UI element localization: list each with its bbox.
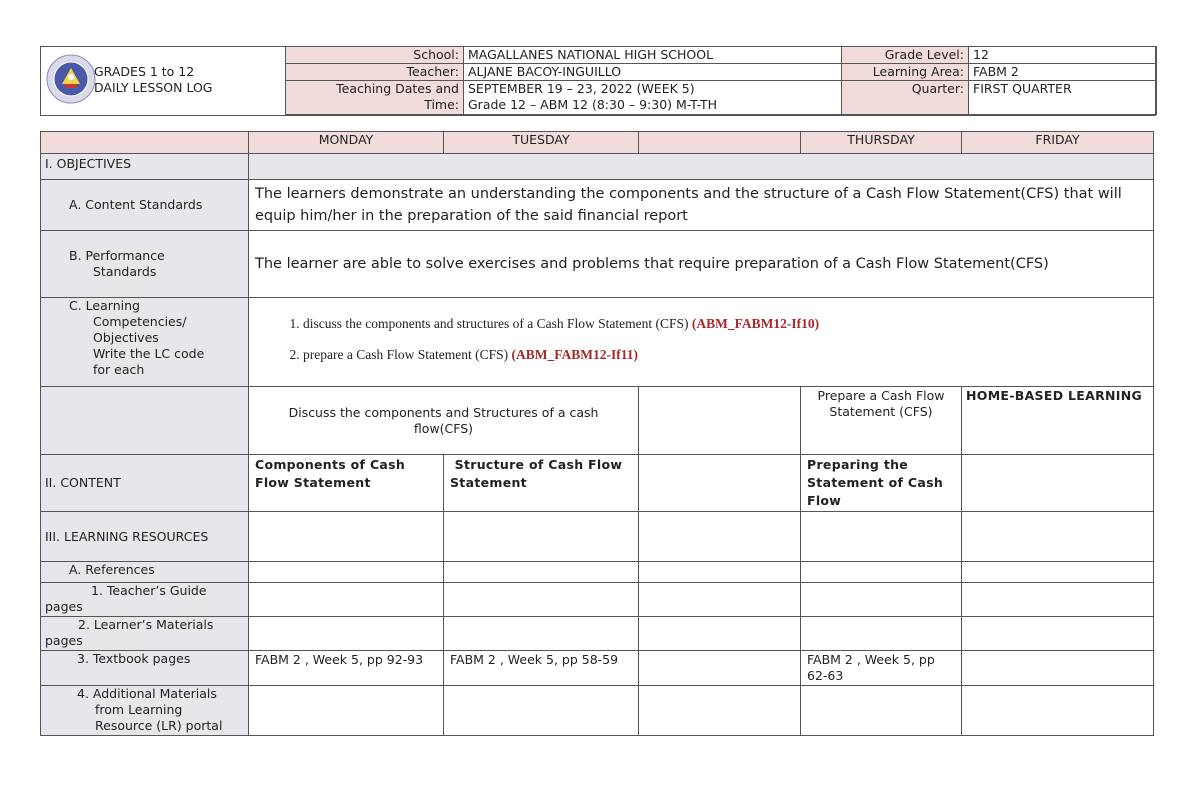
tg-thu: [801, 583, 962, 617]
wed-objective: [639, 387, 801, 455]
references-mon: [249, 562, 444, 583]
tg-wed: [639, 583, 801, 617]
competencies-label: [41, 298, 249, 387]
daily-objectives-row: [41, 387, 1154, 455]
objectives-label: I. OBJECTIVES: [41, 154, 249, 180]
references-thu: [801, 562, 962, 583]
tg-mon: [249, 583, 444, 617]
am-mon: [249, 686, 444, 736]
content-row: [41, 455, 1154, 512]
references-wed: [639, 562, 801, 583]
grade-level-value: 12: [969, 47, 1157, 64]
competency-item-2: [303, 347, 1149, 363]
performance-label-line1: B. Performance: [69, 248, 165, 263]
title-line-2: DAILY LESSON LOG: [94, 80, 213, 95]
learners-materials-label: 2. Learner’s Materials pages: [41, 617, 249, 651]
tg-tue: [444, 583, 639, 617]
teaching-dates-value: [464, 81, 842, 115]
content-wednesday: [639, 455, 801, 512]
competency-item-1: [303, 316, 1149, 332]
teacher-label: Teacher:: [286, 64, 464, 81]
competencies-list: [249, 298, 1154, 387]
quarter-label: Quarter:: [842, 81, 969, 115]
quarter-value: FIRST QUARTER: [969, 81, 1157, 115]
title-line-1: GRADES 1 to 12: [94, 64, 195, 79]
performance-standards-row: [41, 231, 1154, 298]
textbook-row: [41, 651, 1154, 686]
day-wednesday: [639, 132, 801, 154]
day-tuesday: TUESDAY: [444, 132, 639, 154]
lc-label-line3: Objectives: [93, 330, 159, 345]
objectives-row: [41, 154, 1154, 180]
am-tue: [444, 686, 639, 736]
lm-wed: [639, 617, 801, 651]
am-label-line3: Resource (LR) portal: [95, 718, 223, 733]
header-info-table: [285, 46, 1157, 115]
document-title: [94, 64, 213, 96]
mon-tue-objective: Discuss the components and Structures of a cash flow(CFS): [249, 387, 639, 455]
content-standards-row: [41, 180, 1154, 231]
am-label-line2: from Learning: [95, 702, 183, 717]
teaching-dates-line2: Grade 12 – ABM 12 (8:30 – 9:30) M-T-TH: [468, 97, 718, 112]
resources-label: III. LEARNING RESOURCES: [41, 512, 249, 562]
am-label-line1: 4. Additional Materials: [77, 686, 217, 701]
content-label: II. CONTENT: [41, 455, 249, 512]
additional-materials-row: [41, 686, 1154, 736]
lc-label-line1: C. Learning: [69, 298, 140, 313]
learners-materials-row: [41, 617, 1154, 651]
deped-seal-icon: [46, 54, 96, 104]
teaching-dates-label-line1: Teaching Dates and: [336, 81, 459, 96]
resources-mon: [249, 512, 444, 562]
teachers-guide-label: 1. Teacher’s Guide pages: [41, 583, 249, 617]
am-thu: [801, 686, 962, 736]
resources-thu: [801, 512, 962, 562]
competency-1-code: (ABM_FABM12-If10): [691, 316, 820, 331]
lc-label-line2: Competencies/: [93, 314, 187, 329]
content-thursday: Preparing the Statement of Cash Flow: [801, 455, 962, 512]
am-wed: [639, 686, 801, 736]
references-label: A. References: [41, 562, 249, 583]
corner-cell: [41, 132, 249, 154]
tg-fri: [962, 583, 1154, 617]
school-label: School:: [286, 47, 464, 64]
teaching-dates-label-line2: Time:: [424, 97, 459, 112]
lc-label-line5: for each: [93, 362, 145, 377]
school-value: MAGALLANES NATIONAL HIGH SCHOOL: [464, 47, 842, 64]
daily-objectives-label: [41, 387, 249, 455]
textbook-thu: FABM 2 , Week 5, pp 62-63: [801, 651, 962, 686]
grade-level-label: Grade Level:: [842, 47, 969, 64]
teaching-dates-line1: SEPTEMBER 19 – 23, 2022 (WEEK 5): [468, 81, 695, 96]
day-header-row: [41, 132, 1154, 154]
performance-standards-label: [41, 231, 249, 298]
references-row: [41, 562, 1154, 583]
lm-tue: [444, 617, 639, 651]
day-friday: FRIDAY: [962, 132, 1154, 154]
textbook-tue: FABM 2 , Week 5, pp 58-59: [444, 651, 639, 686]
performance-label-line2: Standards: [93, 264, 157, 279]
day-thursday: THURSDAY: [801, 132, 962, 154]
lm-fri: [962, 617, 1154, 651]
competency-2-code: (ABM_FABM12-If11): [511, 347, 638, 362]
lesson-log-table: [40, 131, 1154, 736]
references-fri: [962, 562, 1154, 583]
content-tuesday: Structure of Cash Flow Statement: [444, 455, 639, 512]
references-tue: [444, 562, 639, 583]
textbook-wed: [639, 651, 801, 686]
learning-area-label: Learning Area:: [842, 64, 969, 81]
thu-objective: Prepare a Cash Flow Statement (CFS): [801, 387, 962, 455]
competencies-row: [41, 298, 1154, 387]
resources-tue: [444, 512, 639, 562]
content-standards-label: A. Content Standards: [41, 180, 249, 231]
performance-standards-text: The learner are able to solve exercises and problems that require preparation of a Cash Flow Statement(CFS): [249, 231, 1154, 298]
resources-fri: [962, 512, 1154, 562]
resources-wed: [639, 512, 801, 562]
competency-2-text: prepare a Cash Flow Statement (CFS): [303, 347, 512, 362]
content-monday: Components of Cash Flow Statement: [249, 455, 444, 512]
textbook-mon: FABM 2 , Week 5, pp 92-93: [249, 651, 444, 686]
lc-label-line4: Write the LC code: [93, 346, 205, 361]
content-friday: [962, 455, 1154, 512]
lm-thu: [801, 617, 962, 651]
day-monday: MONDAY: [249, 132, 444, 154]
teaching-dates-label: [286, 81, 464, 115]
textbook-label: 3. Textbook pages: [41, 651, 249, 686]
learning-area-value: FABM 2: [969, 64, 1157, 81]
objectives-blank: [249, 154, 1154, 180]
am-fri: [962, 686, 1154, 736]
lm-mon: [249, 617, 444, 651]
competency-1-text: discuss the components and structures of a Cash Flow Statement (CFS): [303, 316, 692, 331]
resources-row: [41, 512, 1154, 562]
additional-materials-label: [41, 686, 249, 736]
content-standards-text: The learners demonstrate an understanding the components and the structure of a Cash Flow Statement(CFS) that will equip him/her in the preparation of the said financial report: [249, 180, 1154, 231]
fri-objective: HOME-BASED LEARNING: [962, 387, 1154, 455]
teacher-value: ALJANE BACOY-INGUILLO: [464, 64, 842, 81]
teachers-guide-row: [41, 583, 1154, 617]
textbook-fri: [962, 651, 1154, 686]
